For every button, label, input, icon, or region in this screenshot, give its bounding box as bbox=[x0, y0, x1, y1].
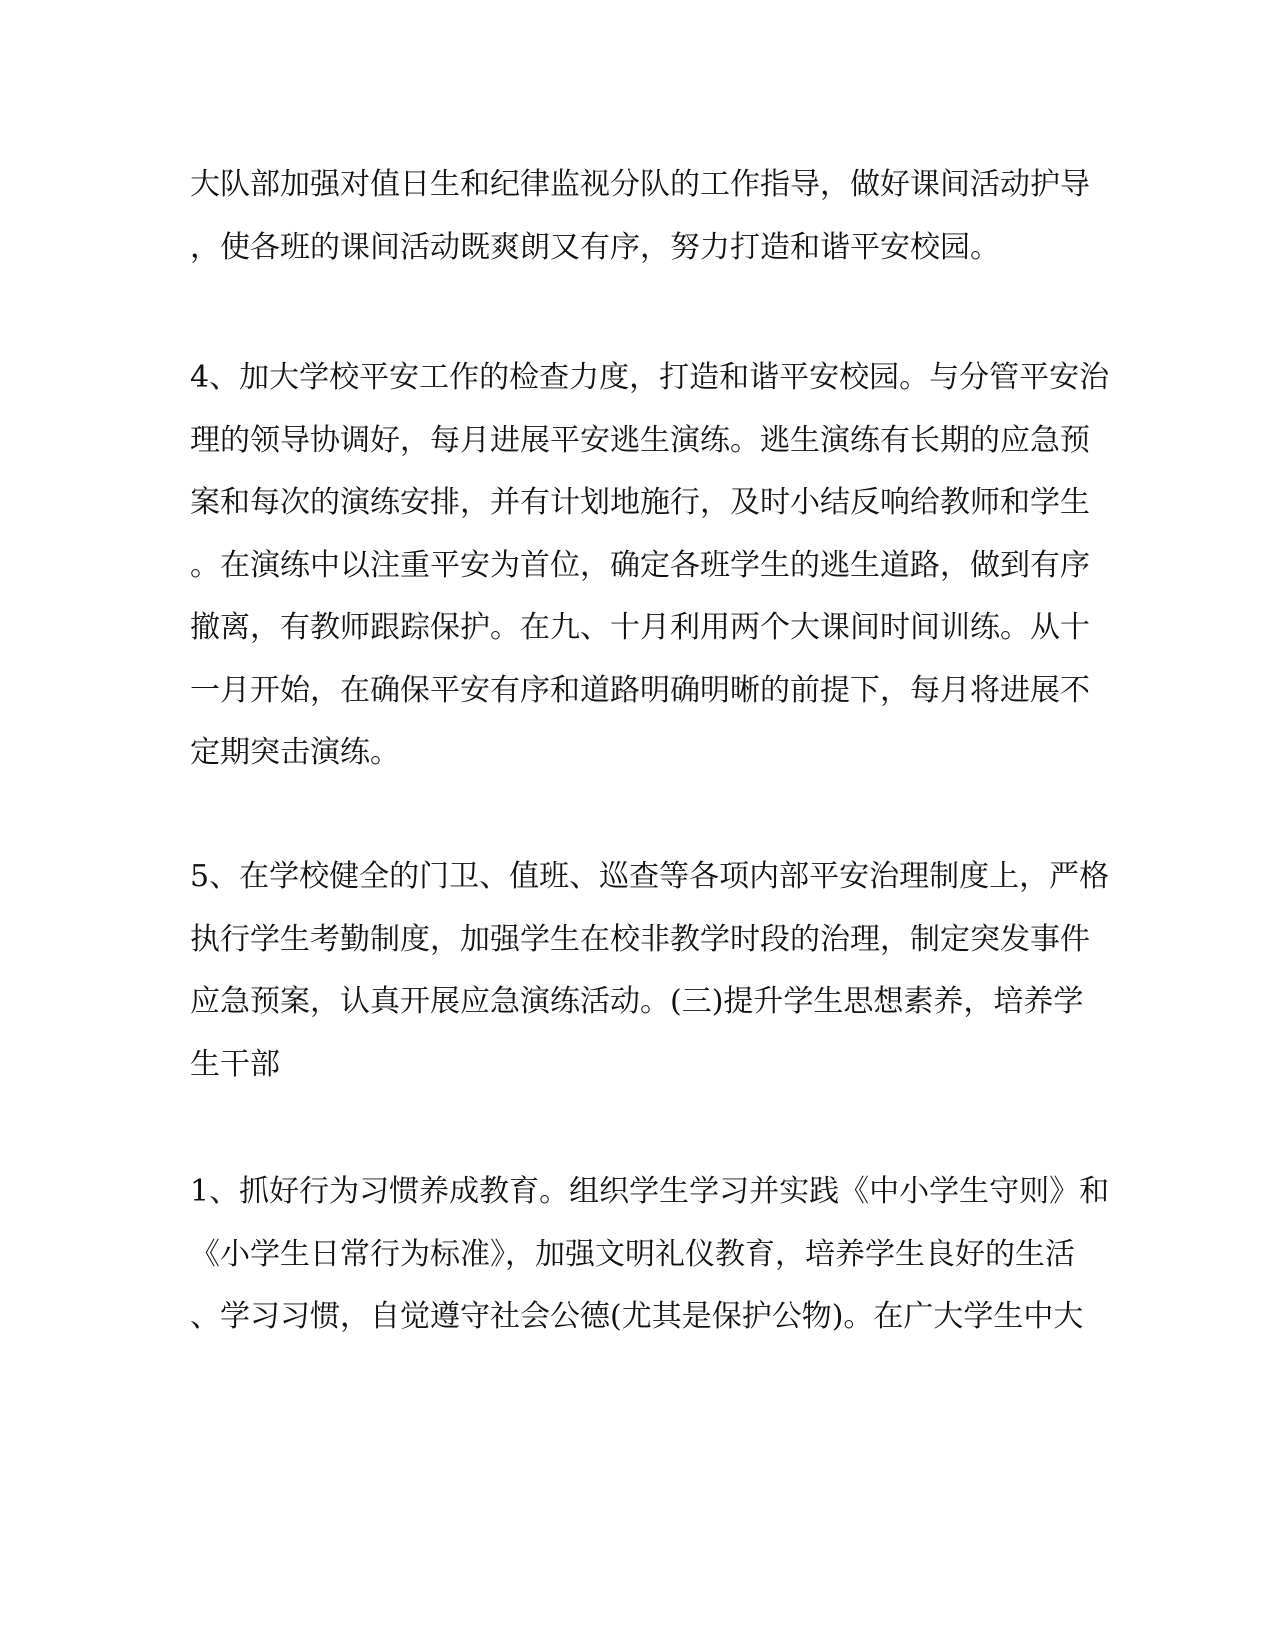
text-line: 《小学生日常行为标准》，加强文明礼仪教育，培养学生良好的生活 bbox=[190, 1236, 1075, 1272]
text-line: 应急预案，认真开展应急演练活动。(三)提升学生思想素养，培养学 bbox=[190, 984, 1084, 1019]
paragraph-habit-education bbox=[190, 1161, 1110, 1349]
text-line: ，使各班的课间活动既爽朗又有序，努力打造和谐平安校园。 bbox=[190, 229, 1000, 265]
text-line: 撤离，有教师跟踪保护。在九、十月利用两个大课间时间训练。从十 bbox=[190, 610, 1090, 645]
text-line: 4、加大学校平安工作的检查力度，打造和谐平安校园。与分管平安治 bbox=[190, 360, 1110, 395]
text-line: 定期突击演练。 bbox=[190, 735, 400, 770]
text-line: 、学习习惯，自觉遵守社会公德(尤其是保护公物)。在广大学生中大 bbox=[190, 1299, 1084, 1334]
text-line: 一月开始，在确保平安有序和道路明确明晰的前提下，每月将进展不 bbox=[190, 672, 1090, 708]
text-line: 5、在学校健全的门卫、值班、巡查等各项内部平安治理制度上，严格 bbox=[190, 859, 1110, 894]
text-line: 理的领导协调好，每月进展平安逃生演练。逃生演练有长期的应急预 bbox=[190, 422, 1090, 458]
text-line: 。在演练中以注重平安为首位，确定各班学生的逃生道路，做到有序 bbox=[190, 547, 1090, 583]
paragraph-discipline-guidance bbox=[190, 154, 1090, 279]
text-line: 1、抓好行为习惯养成教育。组织学生学习并实践《中小学生守则》和 bbox=[190, 1174, 1110, 1209]
paragraph-internal-management bbox=[190, 846, 1110, 1096]
text-line: 生干部 bbox=[190, 1046, 280, 1082]
text-line: 案和每次的演练安排，并有计划地施行，及时小结反响给教师和学生 bbox=[190, 485, 1090, 520]
text-line: 大队部加强对值日生和纪律监视分队的工作指导，做好课间活动护导 bbox=[190, 167, 1090, 202]
text-line: 执行学生考勤制度，加强学生在校非教学时段的治理，制定突发事件 bbox=[190, 921, 1090, 957]
paragraph-safety-inspection bbox=[190, 347, 1110, 785]
